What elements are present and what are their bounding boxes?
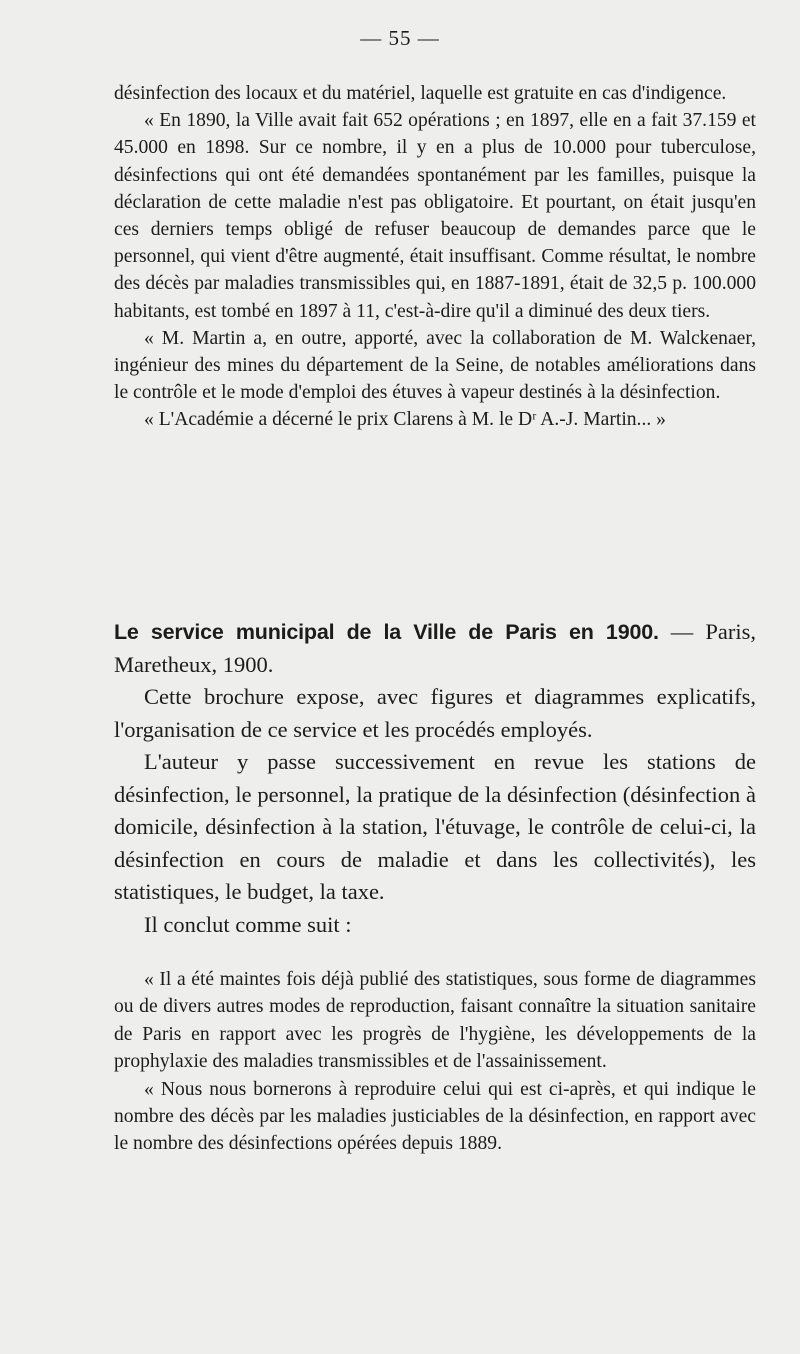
page-number: — 55 —: [360, 26, 440, 50]
conclusion-paragraph: « Il a été maintes fois déjà publié des statistiques, sous forme de diagrammes ou de divers autres modes de reproduction, faisant connaître la situation sanitaire de Paris en rapport avec les progrès de l'hygiène, les développements de la prophylaxie des maladies transmissibles et de l'assainissement.: [114, 969, 756, 1073]
quote-paragraph: désinfection des locaux et du matériel, laquelle est gratuite en cas d'indigence.: [114, 83, 727, 104]
review-citation: — Paris, Maretheux, 1900.: [114, 619, 756, 677]
quoted-conclusion: [114, 966, 756, 1158]
review-heading: [114, 616, 756, 681]
quote-paragraph: « L'Académie a décerné le prix Clarens à M. le Dʳ A.-J. Martin... »: [144, 409, 666, 431]
conclusion-paragraph: « Nous nous bornerons à reproduire celui qui est ci-après, et qui indique le nombre des décès par les maladies justiciables de la désinfection, en rapport avec le nombre des désinfections opérées depuis 1889.: [114, 1078, 756, 1155]
quoted-report: [114, 80, 756, 434]
review-paragraph: Cette brochure expose, avec figures et diagrammes explicatifs, l'organisation de ce service et les procédés employés.: [114, 684, 756, 742]
review-paragraph: Il conclut comme suit :: [144, 911, 352, 937]
review-title: Le service municipal de la Ville de Paris en 1900.: [114, 620, 659, 644]
quote-paragraph: « M. Martin a, en outre, apporté, avec la collaboration de M. Walckenaer, ingénieur des mines du département de la Seine, de notables améliorations dans le contrôle et le mode d'emploi des étuves à vapeur destinés à la désinfection.: [114, 327, 756, 404]
review-paragraph: L'auteur y passe successivement en revue les stations de désinfection, le personnel, la pratique de la désinfection (désinfection à domicile, désinfection à la station, l'étuvage, le contrôle de celui-ci, la désinfection en cours de maladie et dans les collectivités), les statistiques, le budget, la taxe.: [114, 749, 756, 904]
quote-paragraph: « En 1890, la Ville avait fait 652 opérations ; en 1897, elle en a fait 37.159 et 45.000 en 1898. Sur ce nombre, il y en a plus de 10.000 pour tuberculose, désinfections qui ont été demandées spontanément par les familles, puisque la déclaration de cette maladie n'est pas obligatoire. Et pourtant, on était jusqu'en ces derniers temps obligé de refuser beaucoup de demandes parce que le personnel, qui vient d'être augmenté, était insuffisant. Comme résultat, le nombre des décès par maladies transmissibles qui, en 1887-1891, était de 32,5 p. 100.000 habitants, est tombé en 1897 à 11, c'est-à-dire qu'il a diminué des deux tiers.: [114, 110, 756, 322]
book-review: [114, 616, 756, 941]
